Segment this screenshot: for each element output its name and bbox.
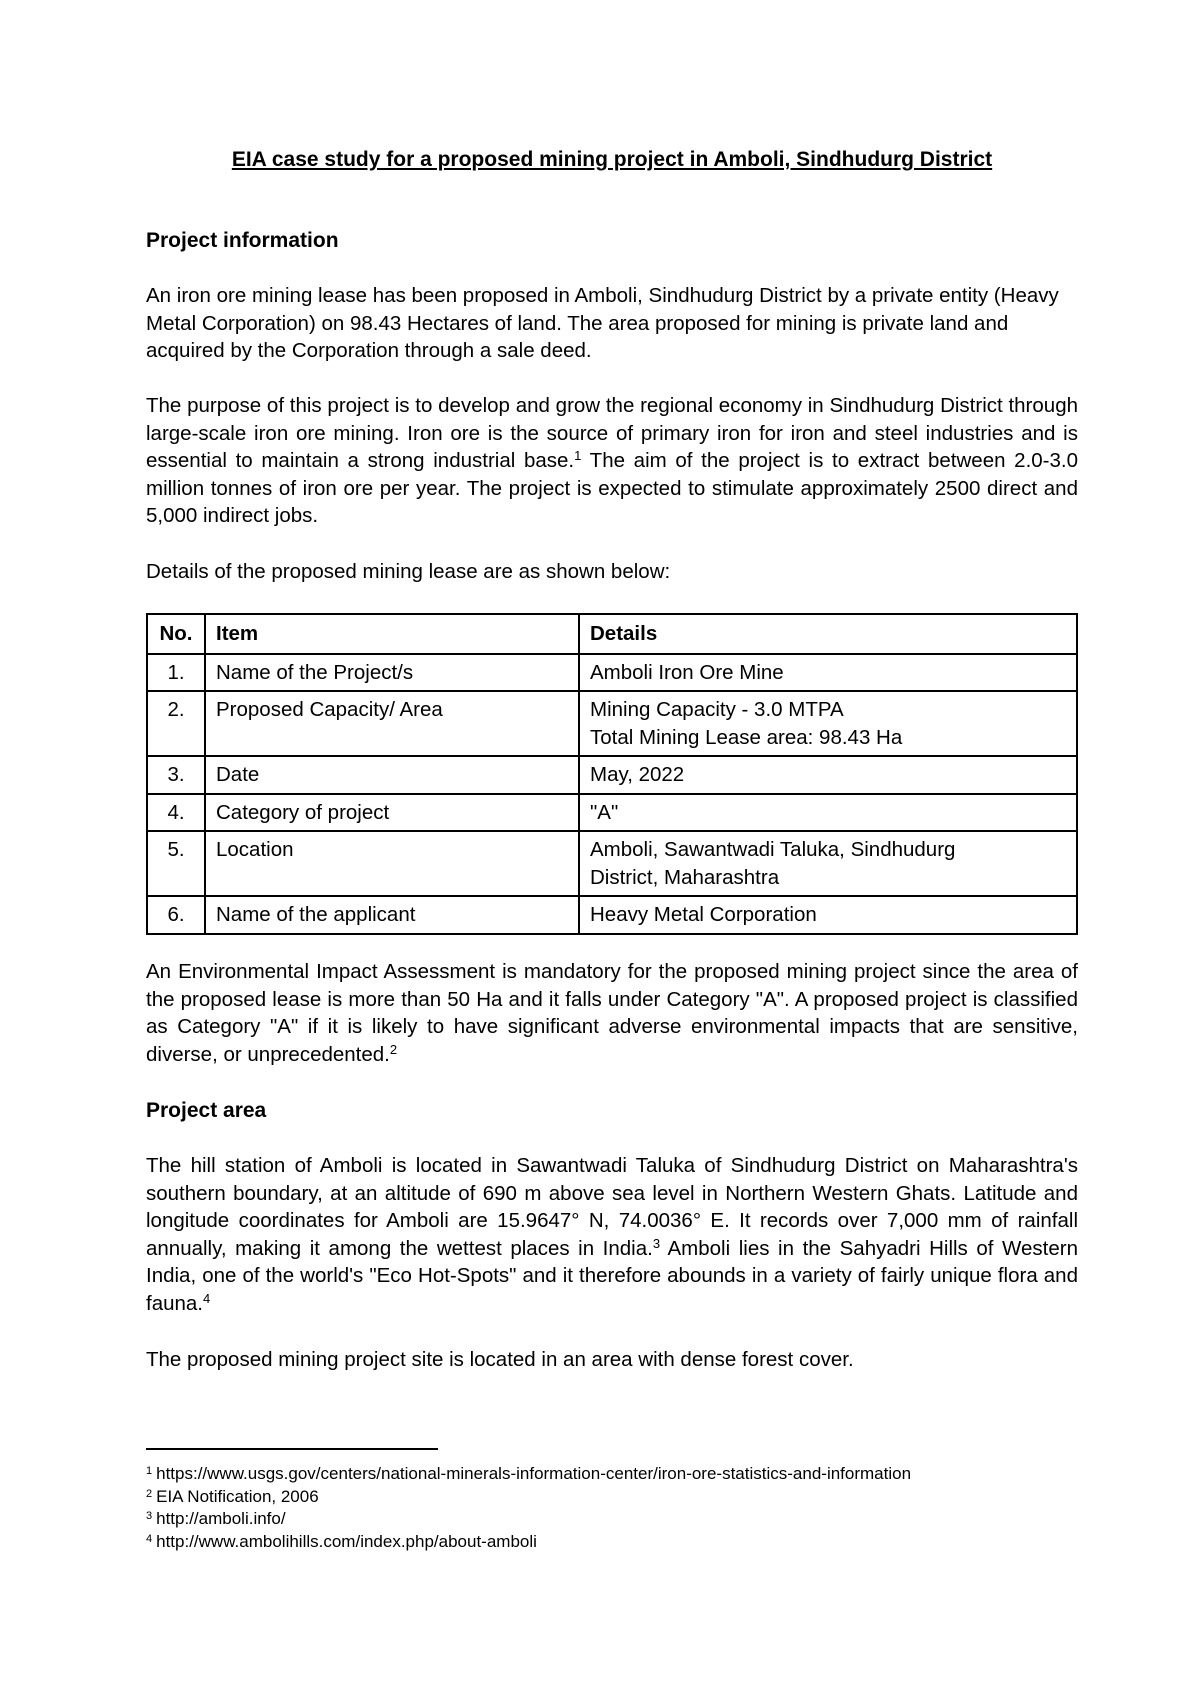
row-details: [579, 831, 1077, 896]
row-item: Proposed Capacity/ Area: [205, 691, 579, 756]
footnote-number: 2: [146, 1487, 153, 1500]
row-details: [579, 654, 1077, 692]
row-item: Date: [205, 756, 579, 794]
paragraph-eia-mandatory: [146, 958, 1078, 1068]
row-details: [579, 756, 1077, 794]
row-item: Category of project: [205, 794, 579, 832]
header-no: No.: [147, 614, 205, 654]
amboli-text-a: The hill station of Amboli is located in Sawantwadi Taluka of Sindhudurg District on Maharashtra's southern boundary, at an altitude of 690 m above sea level in Northern Western Ghats. Latitude and longitude coordinates for Amboli are 15.9647° N, 74.0036° E. It records over 7,000 mm of rainfall annually, making it among the wettest places in India.: [146, 1154, 1078, 1260]
details-line: District, Maharashtra: [590, 865, 780, 889]
footnote-number: 3: [146, 1510, 153, 1522]
details-line: "A": [590, 800, 619, 824]
row-number: 2.: [147, 691, 205, 756]
table-row: [147, 654, 1077, 692]
table-row: [147, 756, 1077, 794]
header-details: Details: [579, 614, 1077, 654]
row-item: Name of the Project/s: [205, 654, 579, 692]
footnote-link[interactable]: https://www.usgs.gov/centers/national-minerals-information-center/iron-ore-statistics-and-information: [156, 1464, 912, 1483]
footnote-item: [146, 1486, 911, 1509]
purpose-text-a: The purpose of this project is to develop and grow the regional economy in Sindhudurg District through large-scale iron ore mining. Iron ore is the source of primary iron for iron and steel industries and is essential to maintain a strong industrial base.: [146, 394, 1078, 472]
details-line: Amboli, Sawantwadi Taluka, Sindhudurg: [590, 838, 956, 861]
details-line: Total Mining Lease area: 98.43 Ha: [590, 725, 903, 749]
paragraph-forest-cover: The proposed mining project site is located in an area with dense forest cover.: [146, 1348, 854, 1371]
footnote-text: EIA Notification, 2006: [156, 1486, 319, 1506]
footnote-ref-4[interactable]: 4: [203, 1290, 211, 1306]
details-line: May, 2022: [590, 763, 685, 786]
eia-text: An Environmental Impact Assessment is mandatory for the proposed mining project since the area of the proposed lease is more than 50 Ha and it falls under Category "A". A proposed project is classified as Category "A" if it is likely to have significant adverse environmental impacts that are sensitive, diverse, or unprecedented.: [146, 960, 1078, 1066]
paragraph-project-purpose: [146, 392, 1078, 530]
footnote-separator: [146, 1448, 438, 1450]
row-item: Location: [205, 831, 579, 896]
footnotes-list: [146, 1463, 911, 1553]
purpose-text-b: The aim of the project is to extract between 2.0-3.0 million tonnes of iron ore per year. The project is expected to stimulate approximately 2500 direct and 5,000 indirect jobs.: [146, 449, 1078, 527]
header-item: Item: [205, 614, 579, 654]
row-item: Name of the applicant: [205, 896, 579, 934]
table-header-row: [147, 614, 1077, 654]
row-number: 3.: [147, 756, 205, 794]
footnote-ref-2[interactable]: 2: [389, 1041, 398, 1057]
footnote-link[interactable]: http://amboli.info/: [156, 1509, 286, 1528]
row-details: [579, 691, 1077, 756]
details-line: Mining Capacity - 3.0 MTPA: [590, 698, 844, 721]
row-number: 4.: [147, 794, 205, 832]
footnote-ref-3[interactable]: 3: [652, 1235, 661, 1251]
row-number: 5.: [147, 831, 205, 896]
footnote-item: [146, 1508, 911, 1531]
table-row: [147, 896, 1077, 934]
footnote-ref-1[interactable]: 1: [574, 448, 582, 463]
table-row: [147, 794, 1077, 832]
paragraph-lease-proposal: An iron ore mining lease has been proposed in Amboli, Sindhudurg District by a private entity (Heavy Metal Corporation) on 98.43 Hectares of land. The area proposed for mining is private land and acquired by the Corporation through a sale deed.: [146, 284, 1059, 362]
footnote-number: 1: [146, 1465, 153, 1477]
heading-project-information: Project information: [146, 229, 339, 252]
footnote-item: [146, 1463, 911, 1486]
amboli-text-b: Amboli lies in the Sahyadri Hills of Western India, one of the world's "Eco Hot-Spots" and it therefore abounds in a variety of fairly unique flora and fauna.: [146, 1236, 1078, 1315]
row-details: [579, 794, 1077, 832]
row-number: 1.: [147, 654, 205, 692]
heading-project-area: Project area: [146, 1099, 267, 1122]
row-number: 6.: [147, 896, 205, 934]
footnote-number: 4: [146, 1532, 153, 1545]
table-row: [147, 691, 1077, 756]
footnote-link[interactable]: http://www.ambolihills.com/index.php/about-amboli: [156, 1531, 537, 1551]
table-row: [147, 831, 1077, 896]
paragraph-amboli-description: [146, 1152, 1078, 1317]
details-line: Amboli Iron Ore Mine: [590, 660, 784, 684]
row-details: [579, 896, 1077, 934]
lease-details-table: [146, 613, 1078, 935]
document-title: EIA case study for a proposed mining project in Amboli, Sindhudurg District: [231, 148, 993, 171]
details-line: Heavy Metal Corporation: [590, 903, 817, 926]
paragraph-lease-details-intro: Details of the proposed mining lease are as shown below:: [146, 560, 671, 583]
footnote-item: [146, 1531, 911, 1554]
